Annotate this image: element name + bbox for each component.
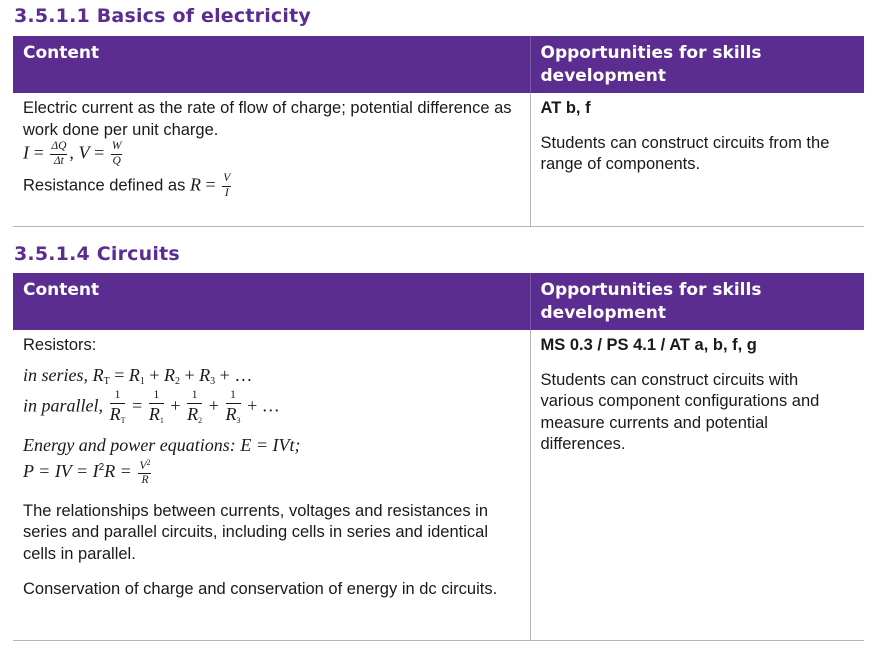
current-definition: Electric current as the rate of flow of charge; potential difference as work done per unit charge.: [23, 99, 512, 139]
header-content: Content: [13, 36, 530, 93]
fraction-v-i: $\frac{V}{I}$: [223, 172, 231, 199]
resistors-label: Resistors:: [23, 336, 97, 354]
energy-equation: Energy and power equations: E = IVt;: [23, 434, 301, 455]
conservation-text: Conservation of charge and conservation of energy in dc circuits.: [23, 580, 498, 599]
content-cell: [13, 330, 530, 640]
header-skills: Opportunities for skills development: [530, 36, 864, 93]
skills-text: Students can construct circuits from the range of components.: [540, 133, 830, 173]
content-cell: [13, 93, 530, 226]
skills-code: MS 0.3 / PS 4.1 / AT a, b, f, g: [540, 336, 757, 354]
skills-code: AT b, f: [540, 99, 591, 117]
resistance-definition: Resistance defined as R = $\frac{V}{I}$: [23, 172, 231, 199]
relationships-text: The relationships between currents, voltages and resistances in series and parallel circuits, including cells in series and identical cells in parallel.: [23, 501, 489, 563]
circuits-table: [13, 273, 864, 641]
power-equation: P = IV = $I^2R$ = $\frac{V^2}{R}$: [23, 457, 151, 487]
skills-text: Students can construct circuits with various component configurations and measure currents and potential differences.: [540, 370, 820, 453]
header-content: Content: [13, 273, 530, 330]
skills-cell: [530, 93, 864, 226]
header-skills: Opportunities for skills development: [530, 273, 864, 330]
basics-table: [13, 36, 864, 227]
skills-cell: [530, 330, 864, 640]
section-title-circuits: 3.5.1.4 Circuits: [14, 243, 180, 265]
section-title-basics: 3.5.1.1 Basics of electricity: [14, 5, 311, 27]
current-equations: I = $\frac{\Delta Q}{\Delta t}$ , V = $\frac{W}{Q}$: [23, 140, 122, 167]
series-equation: in series, $R_T = R_1 + R_2 + R_3$ + …: [23, 364, 253, 387]
fraction-w-q: $\frac{W}{Q}$: [111, 140, 122, 167]
parallel-equation: in parallel, $\frac{1}{R_T}$ = $\frac{1}{R_1}$ + $\frac{1}{R_2}$ + $\frac{1}{R_3}$ + …: [23, 389, 280, 425]
fraction-dq-dt: $\frac{\Delta Q}{\Delta t}$: [51, 140, 67, 167]
